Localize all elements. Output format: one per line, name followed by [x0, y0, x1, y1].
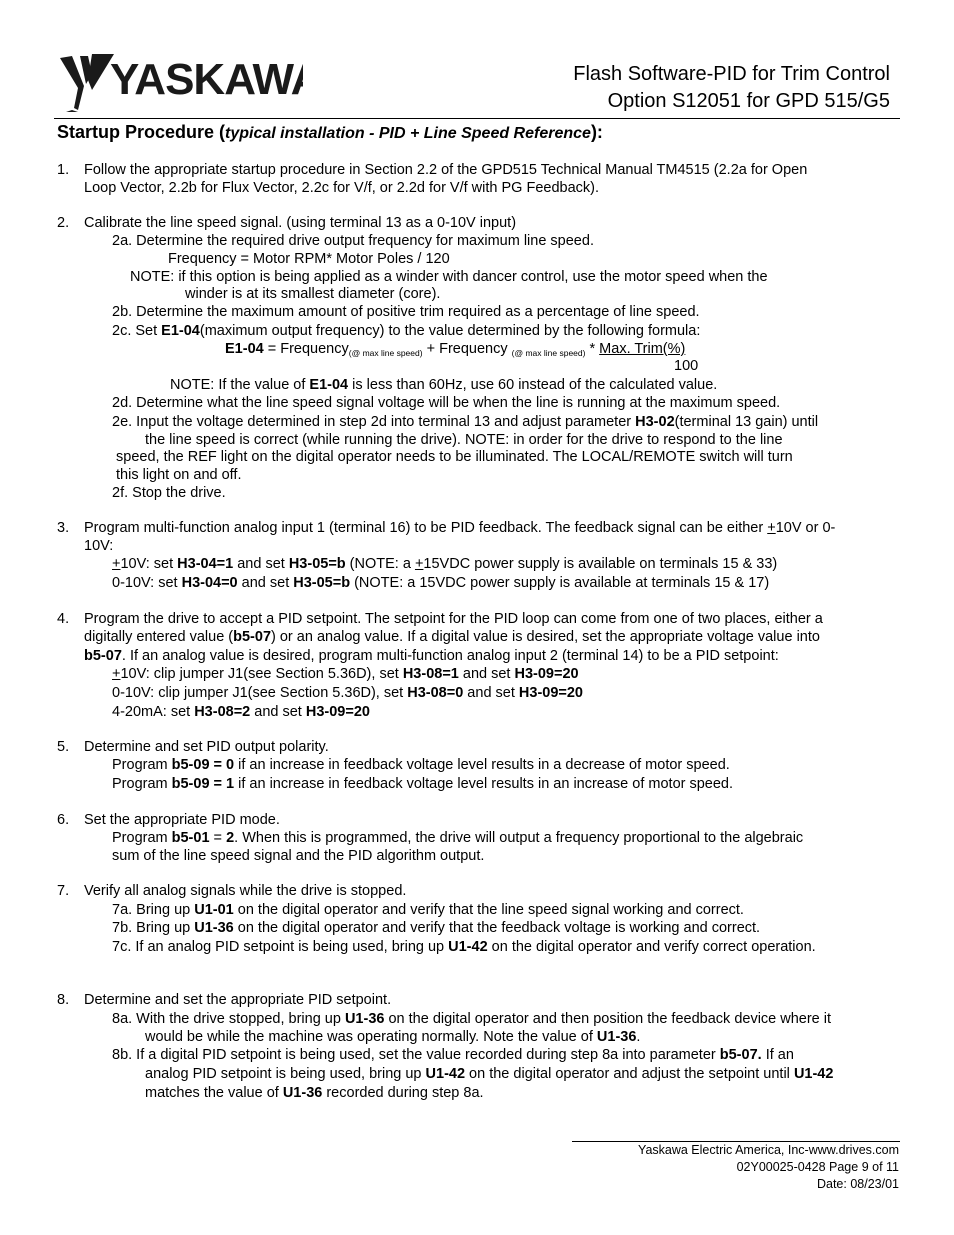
step8b-line1: 8b. If a digital PID setpoint is being used, set the value recorded during step 8a into parameter b5-07. If an — [112, 1047, 794, 1063]
step-number: 8. — [57, 992, 70, 1008]
step7-line1: Verify all analog signals while the drive is stopped. — [84, 883, 407, 899]
step4-line1: Program the drive to accept a PID setpoint. The setpoint for the PID loop can come from one of two places, either a — [84, 611, 823, 627]
step2c: 2c. Set E1-04(maximum output frequency) to the value determined by the following formula: — [112, 323, 701, 339]
step7b: 7b. Bring up U1-36 on the digital operator and verify that the feedback voltage is working and correct. — [112, 920, 761, 936]
step2e-line1: 2e. Input the voltage determined in step 2d into terminal 13 and adjust parameter H3-02(terminal 13 gain) until — [112, 414, 819, 430]
step-number: 6. — [57, 812, 70, 828]
step2c-formula: E1-04 = Frequency$_{(@ max line speed)}$ + Frequency $_{(@ max line speed)}$ * Max. Trim(%) — [225, 341, 686, 358]
step6-program: Program b5-01 = 2. When this is programmed, the drive will output a frequency proportional to the algebraic — [112, 830, 804, 846]
footer-date: Date: 08/23/01 — [816, 1177, 899, 1191]
step1-line2: Loop Vector, 2.2b for Flux Vector, 2.2c for V/f, or 2.2d for V/f with PG Feedback). — [84, 180, 600, 196]
step-number: 7. — [57, 883, 70, 899]
logo-wordmark: YASKAWA — [110, 55, 303, 104]
step4-option-bipolar: +10V: clip jumper J1(see Section 5.36D), set H3-08=1 and set H3-09=20 — [112, 666, 579, 682]
step2f: 2f. Stop the drive. — [112, 485, 226, 501]
step1-line1: Follow the appropriate startup procedure in Section 2.2 of the GPD515 Technical Manual TM4515 (2.2a for Open — [84, 162, 808, 178]
step8a-line1: 8a. With the drive stopped, bring up U1-36 on the digital operator and then position the feedback device where it — [112, 1011, 832, 1027]
step2e-line2: the line speed is correct (while running the drive). NOTE: in order for the drive to respond to the line — [145, 432, 783, 448]
step8b-line3: matches the value of U1-36 recorded during step 8a. — [145, 1085, 484, 1101]
step2a: 2a. Determine the required drive output frequency for maximum line speed. — [112, 233, 594, 249]
step6-line1: Set the appropriate PID mode. — [84, 812, 280, 828]
footer-page-number: 02Y00025-0428 Page 9 of 11 — [736, 1160, 899, 1174]
document-title-line1: Flash Software-PID for Trim Control — [573, 63, 890, 85]
step5-line1: Determine and set PID output polarity. — [84, 739, 329, 755]
section-heading: Startup Procedure (typical installation - PID + Line Speed Reference): — [57, 122, 603, 142]
step4-line2: digitally entered value (b5-07) or an analog value. If a digital value is desired, set the appropriate voltage value into — [84, 629, 820, 645]
step7a: 7a. Bring up U1-01 on the digital operator and verify that the line speed signal working and correct. — [112, 902, 744, 918]
step4-line3: b5-07. If an analog value is desired, program multi-function analog input 2 (terminal 14) to be a PID setpoint: — [84, 648, 779, 664]
step-number: 2. — [57, 215, 70, 231]
step-number: 4. — [57, 611, 70, 627]
document-title-line2: Option S12051 for GPD 515/G5 — [607, 90, 890, 112]
step2e-line4: this light on and off. — [116, 467, 242, 483]
step5-option-1: Program b5-09 = 1 if an increase in feedback voltage level results in an increase of motor speed. — [112, 776, 734, 792]
step-number: 1. — [57, 162, 70, 178]
step3-line2: 10V: — [84, 538, 114, 554]
step2-line1: Calibrate the line speed signal. (using terminal 13 as a 0-10V input) — [84, 215, 517, 231]
step3-option-unipolar: 0-10V: set H3-04=0 and set H3-05=b (NOTE: a 15VDC power supply is available at terminals 15 & 17) — [112, 575, 770, 591]
step6-program-line2: sum of the line speed signal and the PID algorithm output. — [112, 848, 485, 864]
step8-line1: Determine and set the appropriate PID setpoint. — [84, 992, 392, 1008]
step2b: 2b. Determine the maximum amount of positive trim required as a percentage of line speed. — [112, 304, 700, 320]
step8b-line2: analog PID setpoint is being used, bring up U1-42 on the digital operator and adjust the setpoint until U1-42 — [145, 1066, 834, 1082]
step2a-note2: winder is at its smallest diameter (core). — [185, 286, 441, 302]
step2e-line3: speed, the REF light on the digital operator needs to be illuminated. The LOCAL/REMOTE switch will turn — [116, 449, 793, 465]
yaskawa-logo — [58, 50, 303, 116]
footer-divider — [572, 1141, 900, 1142]
step3-option-bipolar: +10V: set H3-04=1 and set H3-05=b (NOTE: a +15VDC power supply is available on terminals 15 & 33) — [112, 556, 778, 572]
step2c-formula-denominator: 100 — [674, 358, 699, 374]
step2d: 2d. Determine what the line speed signal voltage will be when the line is running at the maximum speed. — [112, 395, 781, 411]
step4-option-unipolar: 0-10V: clip jumper J1(see Section 5.36D), set H3-08=0 and set H3-09=20 — [112, 685, 583, 701]
step2a-note1: NOTE: if this option is being applied as a winder with dancer control, use the motor speed when the — [130, 269, 768, 285]
footer-company: Yaskawa Electric America, Inc-www.drives.com — [638, 1143, 899, 1157]
step3-line1: Program multi-function analog input 1 (terminal 16) to be PID feedback. The feedback signal can be either +10V or 0- — [84, 520, 836, 536]
header-divider — [54, 118, 900, 119]
step5-option-0: Program b5-09 = 0 if an increase in feedback voltage level results in a decrease of motor speed. — [112, 757, 730, 773]
step2c-note: NOTE: If the value of E1-04 is less than 60Hz, use 60 instead of the calculated value. — [170, 377, 718, 393]
step4-option-current: 4-20mA: set H3-08=2 and set H3-09=20 — [112, 704, 370, 720]
step2a-formula: Frequency = Motor RPM* Motor Poles / 120 — [168, 251, 450, 267]
step-number: 5. — [57, 739, 70, 755]
step8a-line2: would be while the machine was operating normally. Note the value of U1-36. — [145, 1029, 641, 1045]
step-number: 3. — [57, 520, 70, 536]
step7c: 7c. If an analog PID setpoint is being used, bring up U1-42 on the digital operator and verify correct operation. — [112, 939, 816, 955]
